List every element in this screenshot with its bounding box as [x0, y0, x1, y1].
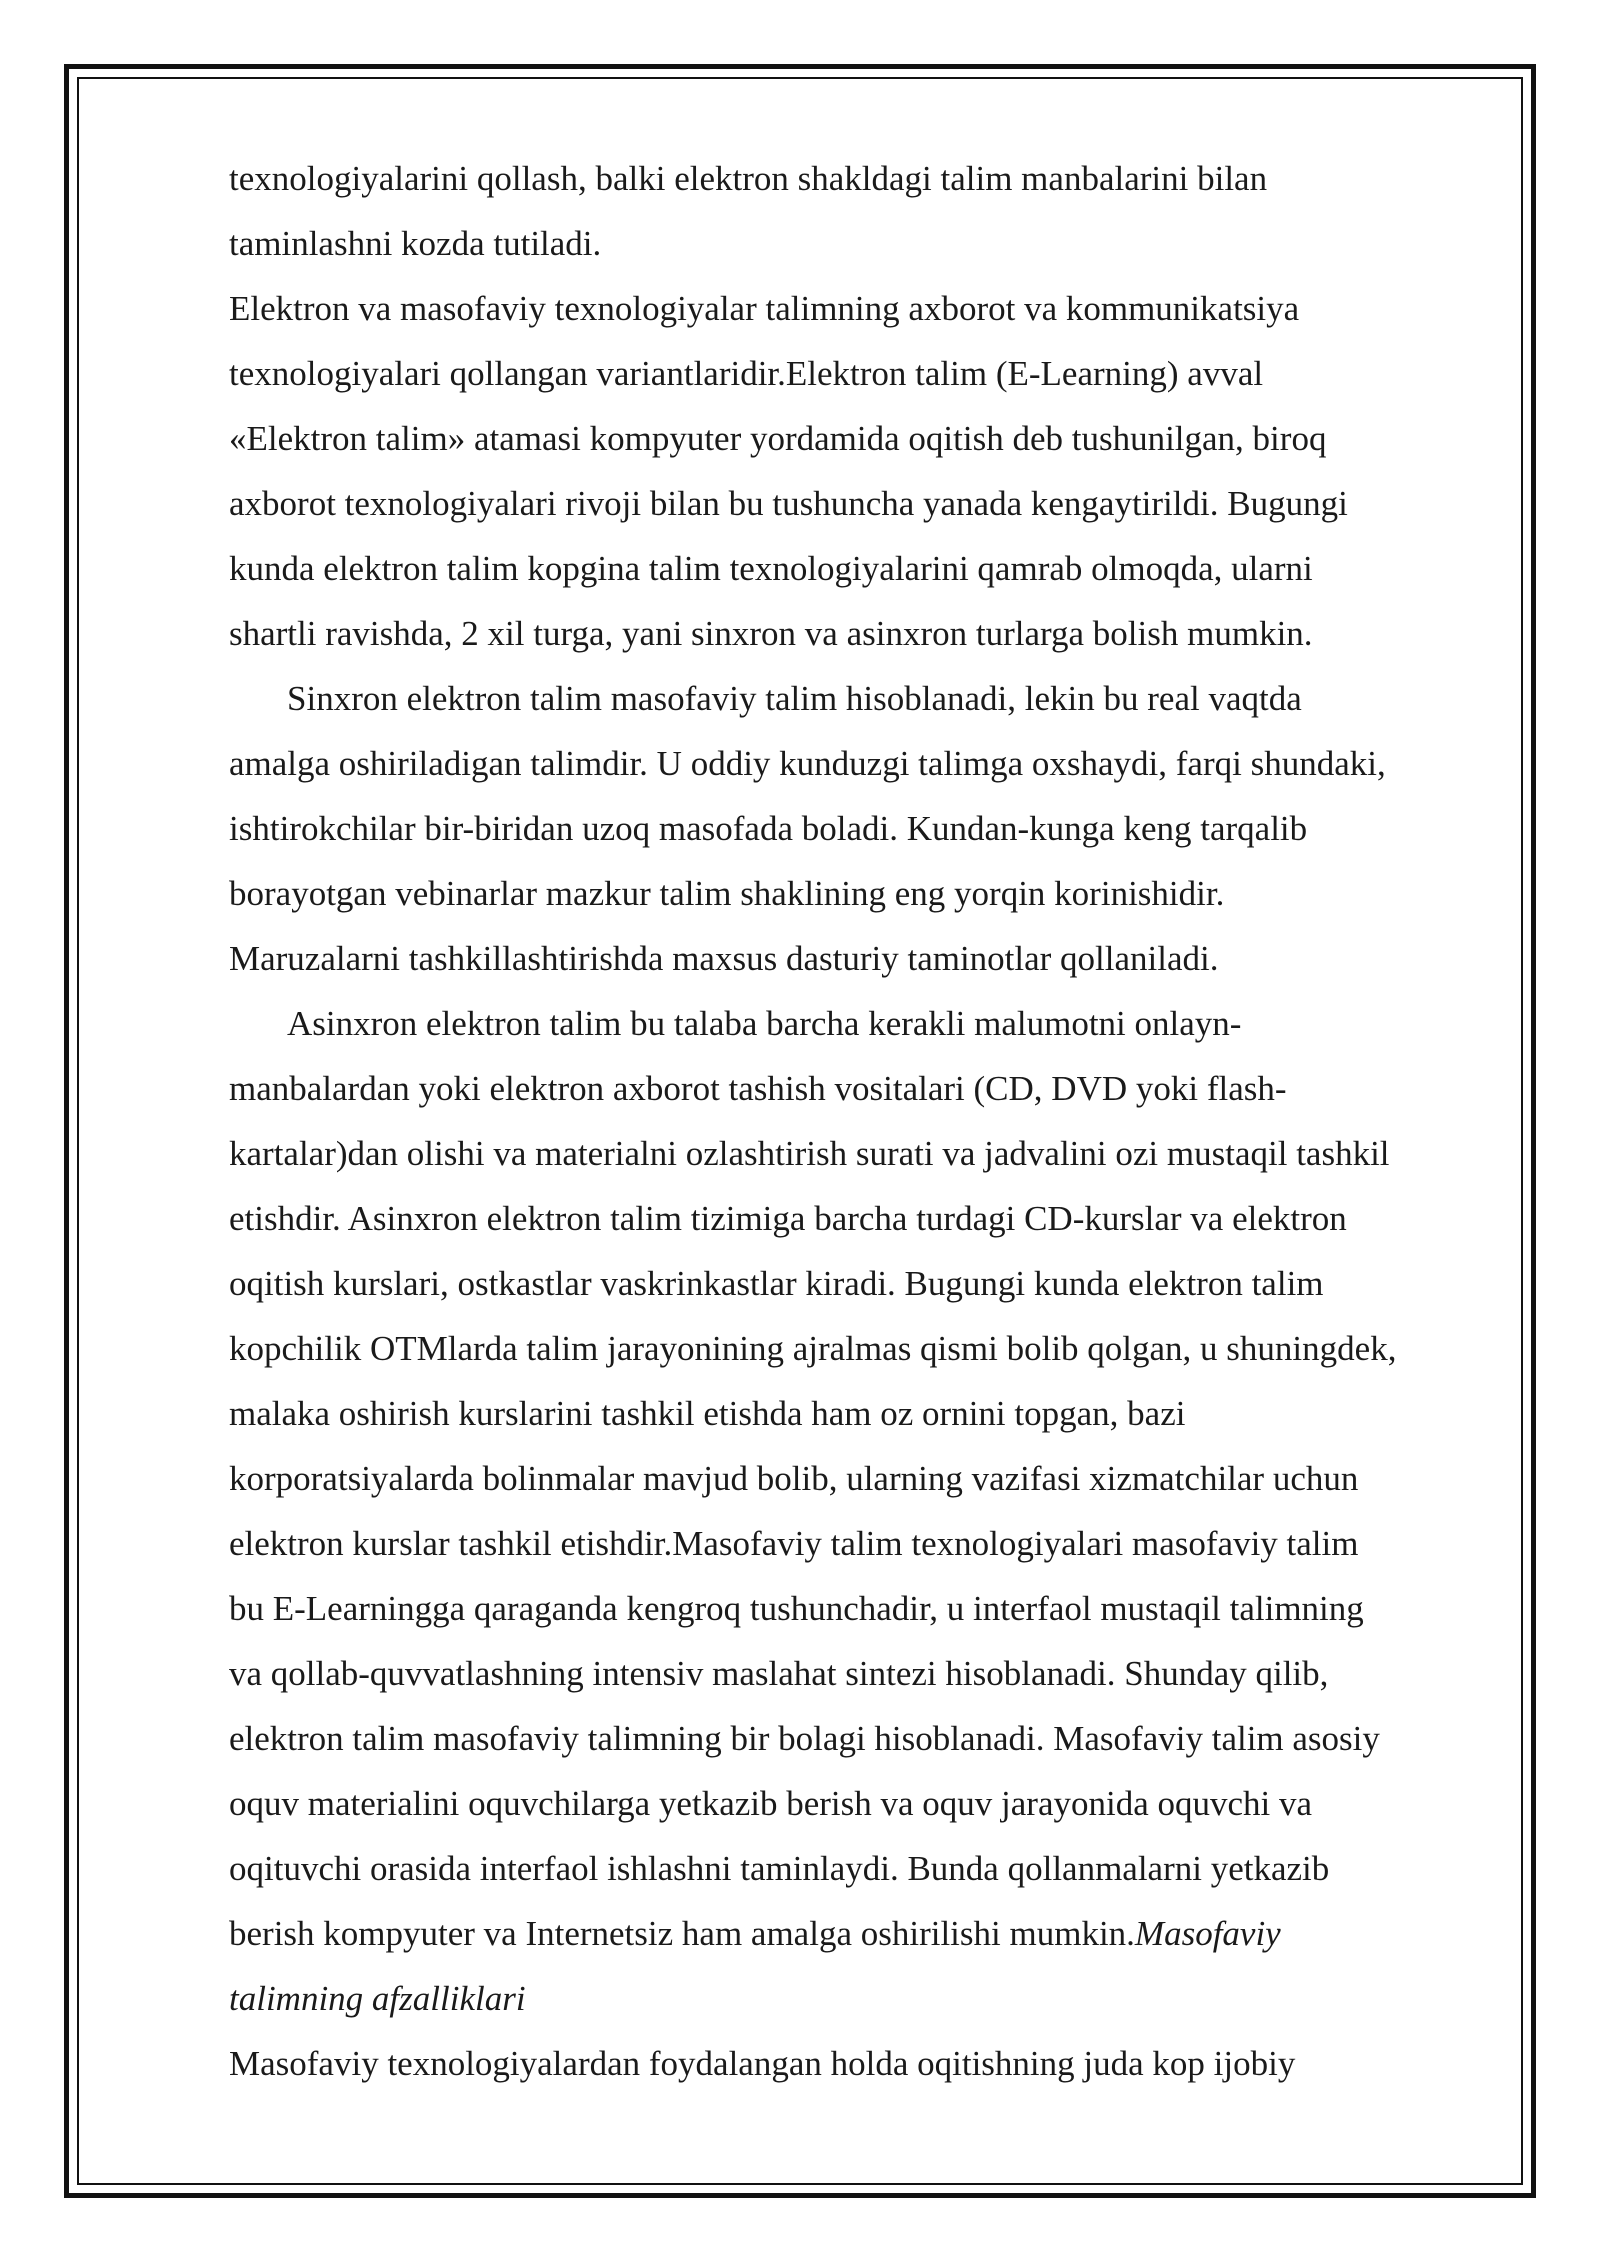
text-line: elektron talim masofaviy talimning bir bolagi hisoblanadi. Masofaviy talim asosiy — [229, 1719, 1380, 1758]
text-line: korporatsiyalarda bolinmalar mavjud bolib, ularning vazifasi xizmatchilar uchun — [229, 1459, 1359, 1498]
text-line: borayotgan vebinarlar mazkur talim shaklining eng yorqin korinishidir. — [229, 874, 1225, 913]
text-line: Maruzalarni tashkillashtirishda maxsus dasturiy taminotlar qollaniladi. — [229, 939, 1219, 978]
text-line: malaka oshirish kurslarini tashkil etishda ham oz ornini topgan, bazi — [229, 1394, 1186, 1433]
paragraph-4 — [229, 991, 1499, 2031]
text-line: Sinxron elektron talim masofaviy talim hisoblanadi, lekin bu real vaqtda — [287, 679, 1302, 718]
text-line: Elektron va masofaviy texnologiyalar talimning axborot va kommunikatsiya — [229, 289, 1300, 328]
text-line: kunda elektron talim kopgina talim texnologiyalarini qamrab olmoqda, ularni — [229, 549, 1313, 588]
text-line: oquv materialini oquvchilarga yetkazib berish va oquv jarayonida oquvchi va — [229, 1784, 1313, 1823]
text-line: elektron kurslar tashkil etishdir.Masofaviy talim texnologiyalari masofaviy talim — [229, 1524, 1359, 1563]
paragraph-5 — [229, 2031, 1499, 2096]
document-body — [229, 146, 1499, 2096]
text-line: texnologiyalarini qollash, balki elektron shakldagi talim manbalarini bilan — [229, 159, 1268, 198]
text-line: texnologiyalari qollangan variantlaridir.Elektron talim (E-Learning) avval — [229, 354, 1264, 393]
text-line: shartli ravishda, 2 xil turga, yani sinxron va asinxron turlarga bolish mumkin. — [229, 614, 1313, 653]
text-line: etishdir. Asinxron elektron talim tizimiga barcha turdagi CD-kurslar va elektron — [229, 1199, 1347, 1238]
text-line: manbalardan yoki elektron axborot tashish vositalari (CD, DVD yoki flash- — [229, 1069, 1287, 1108]
paragraph-3 — [229, 666, 1499, 991]
italic-heading-start: Masofaviy — [1134, 1914, 1281, 1953]
text-line: oqituvchi orasida interfaol ishlashni taminlaydi. Bunda qollanmalarni yetkazib — [229, 1849, 1330, 1888]
text-line: axborot texnologiyalari rivoji bilan bu tushuncha yanada kengaytirildi. Bugungi — [229, 484, 1348, 523]
paragraph-2 — [229, 276, 1499, 666]
text-line: Asinxron elektron talim bu talaba barcha kerakli malumotni onlayn- — [287, 1004, 1242, 1043]
text-line: Masofaviy texnologiyalardan foydalangan holda oqitishning juda kop ijobiy — [229, 2044, 1296, 2083]
text-line: berish kompyuter va Internetsiz ham amalga oshirilishi mumkin. — [229, 1914, 1135, 1953]
text-line: amalga oshiriladigan talimdir. U oddiy kunduzgi talimga oxshaydi, farqi shundaki, — [229, 744, 1386, 783]
text-line: «Elektron talim» atamasi kompyuter yordamida oqitish deb tushunilgan, biroq — [229, 419, 1327, 458]
text-line: kopchilik OTMlarda talim jarayonining ajralmas qismi bolib qolgan, u shuningdek, — [229, 1329, 1397, 1368]
italic-heading-end: talimning afzalliklari — [229, 1979, 526, 2018]
paragraph-1 — [229, 146, 1499, 276]
text-line: ishtirokchilar bir-biridan uzoq masofada boladi. Kundan-kunga keng tarqalib — [229, 809, 1308, 848]
text-line: bu E-Learningga qaraganda kengroq tushunchadir, u interfaol mustaqil talimning — [229, 1589, 1364, 1628]
text-line: va qollab-quvvatlashning intensiv maslahat sintezi hisoblanadi. Shunday qilib, — [229, 1654, 1329, 1693]
text-line: taminlashni kozda tutiladi. — [229, 224, 602, 263]
text-line: oqitish kurslari, ostkastlar vaskrinkastlar kiradi. Bugungi kunda elektron talim — [229, 1264, 1324, 1303]
text-line: kartalar)dan olishi va materialni ozlashtirish surati va jadvalini ozi mustaqil tashkil — [229, 1134, 1390, 1173]
